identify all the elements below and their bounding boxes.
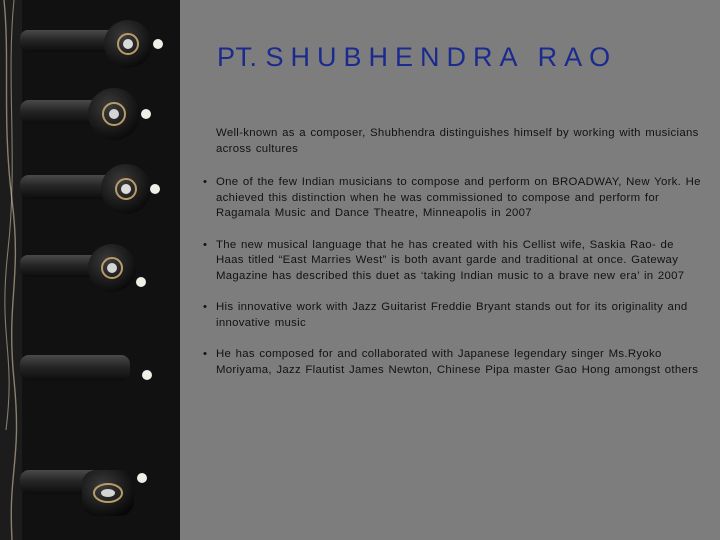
slide-title <box>217 42 617 73</box>
title-prefix: PT. <box>217 42 258 72</box>
bullet-icon: • <box>203 238 208 251</box>
intro-paragraph: Well-known as a composer, Shubhendra distinguishes himself by working with musicians across cultures <box>216 127 699 155</box>
bullet-text: The new musical language that he has created with his Cellist wife, Saskia Rao- de Haas titled “East Marries West” is both avant garde and traditional at once. Gateway Magazine has described this duet as ‘taking Indian music to a brave new era’ in 2007 <box>216 238 685 282</box>
sitar-pegs-photo <box>0 0 180 540</box>
sitar-pegs-illustration <box>0 0 180 540</box>
list-item <box>200 347 705 378</box>
bullet-icon: • <box>203 348 208 360</box>
list-item <box>200 175 705 222</box>
list-item <box>200 300 705 331</box>
title-name: SHUBHENDRA RAO <box>265 42 618 72</box>
bullet-text: One of the few Indian musicians to compose and perform on BROADWAY, New York. He achieved this distinction when he was commissioned to compose and perform for Ragamala Music and Dance Theatre, Minneapolis in 2007 <box>216 176 701 219</box>
bullet-text: He has composed for and collaborated with Japanese legendary singer Ms.Ryoko Moriyama, Jazz Flautist James Newton, Chinese Pipa master Gao Hong amongst others <box>216 348 699 376</box>
bullet-list <box>200 175 705 378</box>
list-item <box>200 238 705 285</box>
slide-body <box>200 126 705 378</box>
bullet-icon: • <box>203 301 208 313</box>
bullet-text: His innovative work with Jazz Guitarist Freddie Bryant stands out for its originality and innovative music <box>216 301 688 329</box>
bullet-icon: • <box>203 176 208 188</box>
